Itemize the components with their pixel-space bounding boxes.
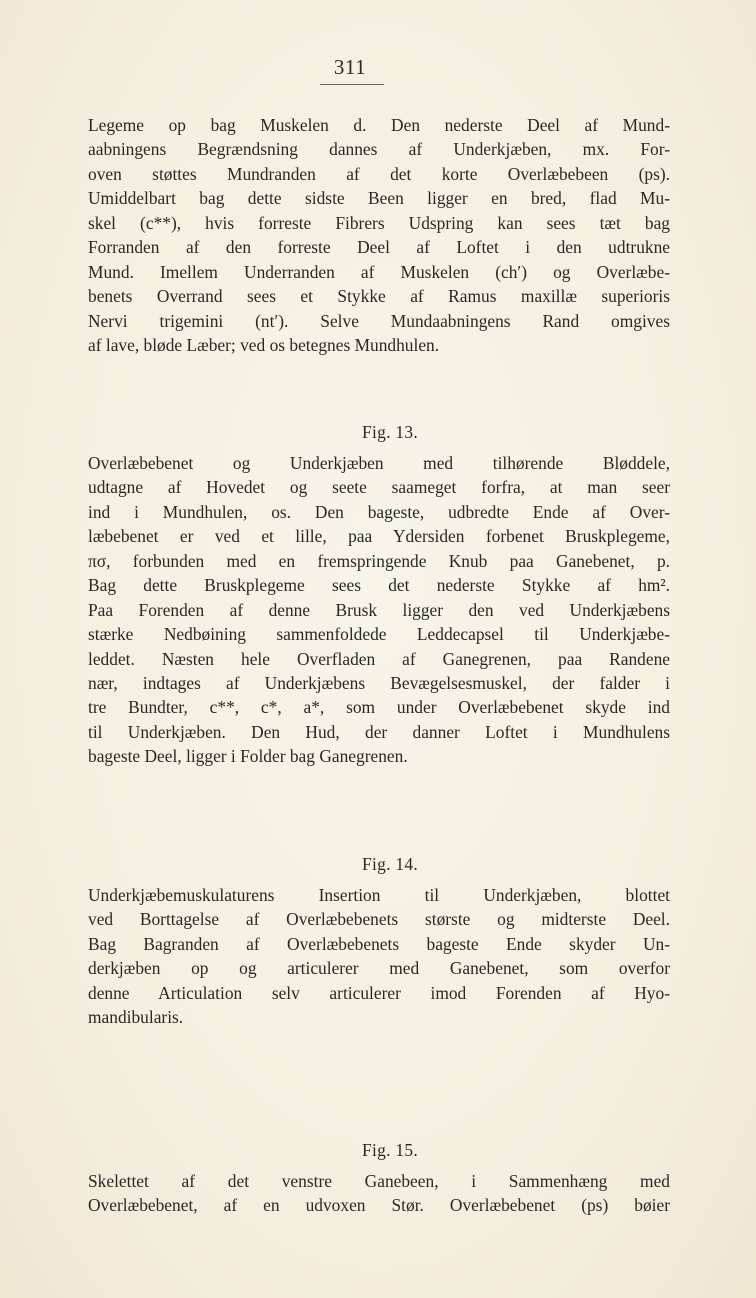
text-line: Paa Forenden af denne Brusk ligger den ved Underkjæbens bbox=[88, 599, 670, 620]
text-line: læbebenet er ved et lille, paa Ydersiden forbenet Bruskplegeme, bbox=[88, 526, 670, 547]
text-line: til Underkjæben. Den Hud, der danner Loftet i Mundhulens bbox=[88, 721, 670, 742]
text-line: aabningens Begrændsning dannes af Underkjæben, mx. For- bbox=[88, 139, 670, 160]
text-line: Nervi trigemini (nt′). Selve Mundaabningens Rand omgives bbox=[88, 310, 670, 331]
figure-15-heading: Fig. 15. bbox=[361, 1140, 419, 1160]
text-line: Mund. Imellem Underranden af Muskelen (ch′) og Overlæbe- bbox=[88, 261, 670, 282]
text-line: derkjæben op og articulerer med Ganebenet, som overfor bbox=[88, 958, 670, 979]
figure-13-heading: Fig. 13. bbox=[361, 422, 419, 442]
text-line: Skelettet af det venstre Ganebeen, i Sammenhæng med bbox=[88, 1171, 670, 1191]
text-line: leddet. Næsten hele Overfladen af Ganegrenen, paa Randene bbox=[88, 648, 670, 669]
text-line: stærke Nedbøining sammenfoldede Leddecapsel til Underkjæbe- bbox=[88, 624, 670, 645]
text-line: Bag dette Bruskplegeme sees det nederste Stykke af hm². bbox=[88, 575, 670, 596]
text-line: benets Overrand sees et Stykke af Ramus maxillæ superioris bbox=[88, 286, 670, 307]
text-line: Underkjæbemuskulaturens Insertion til Underkjæben, blottet bbox=[88, 885, 670, 905]
figure-14-heading: Fig. 14. bbox=[361, 854, 419, 874]
text-line: πσ, forbunden med en fremspringende Knub paa Ganebenet, p. bbox=[88, 550, 670, 571]
text-line: nær, indtages af Underkjæbens Bevægelsesmuskel, der falder i bbox=[88, 672, 670, 693]
paragraph-fig-15 bbox=[88, 1169, 670, 1218]
text-line: skel (c**), hvis forreste Fibrers Udspring kan sees tæt bag bbox=[88, 212, 670, 233]
text-line: ind i Mundhulen, os. Den bageste, udbredte Ende af Over- bbox=[88, 501, 670, 522]
paragraph-fig-13 bbox=[88, 451, 670, 769]
text-line: denne Articulation selv articulerer imod Forenden af Hyo- bbox=[88, 982, 670, 1003]
text-line: Forranden af den forreste Deel af Loftet i den udtrukne bbox=[88, 237, 670, 258]
text-line: udtagne af Hovedet og seete saameget forfra, at man seer bbox=[88, 477, 670, 498]
text-line: bageste Deel, ligger i Folder bag Ganegrenen. bbox=[88, 746, 408, 767]
page-number: 311 bbox=[333, 55, 367, 79]
text-line: Legeme op bag Muskelen d. Den nederste Deel af Mund- bbox=[88, 115, 670, 135]
text-line: Bag Bagranden af Overlæbebenets bageste Ende skyder Un- bbox=[88, 933, 670, 954]
text-line: oven støttes Mundranden af det korte Overlæbebeen (ps). bbox=[88, 163, 670, 184]
text-line: mandibularis. bbox=[88, 1007, 184, 1028]
page-number-rule bbox=[320, 84, 384, 85]
text-line: ved Borttagelse af Overlæbebenets største og midterste Deel. bbox=[88, 909, 670, 930]
text-line: tre Bundter, c**, c*, a*, som under Overlæbebenet skyde ind bbox=[88, 697, 670, 718]
text-line: Overlæbebenet og Underkjæben med tilhørende Bløddele, bbox=[88, 453, 670, 473]
text-line: af lave, bløde Læber; ved os betegnes Mundhulen. bbox=[88, 334, 440, 355]
text-line: Overlæbebenet, af en udvoxen Stør. Overlæbebenet (ps) bøier bbox=[88, 1195, 670, 1216]
text-line: Umiddelbart bag dette sidste Been ligger en bred, flad Mu- bbox=[88, 188, 670, 209]
paragraph-1 bbox=[88, 113, 670, 357]
paragraph-fig-14 bbox=[88, 883, 670, 1030]
